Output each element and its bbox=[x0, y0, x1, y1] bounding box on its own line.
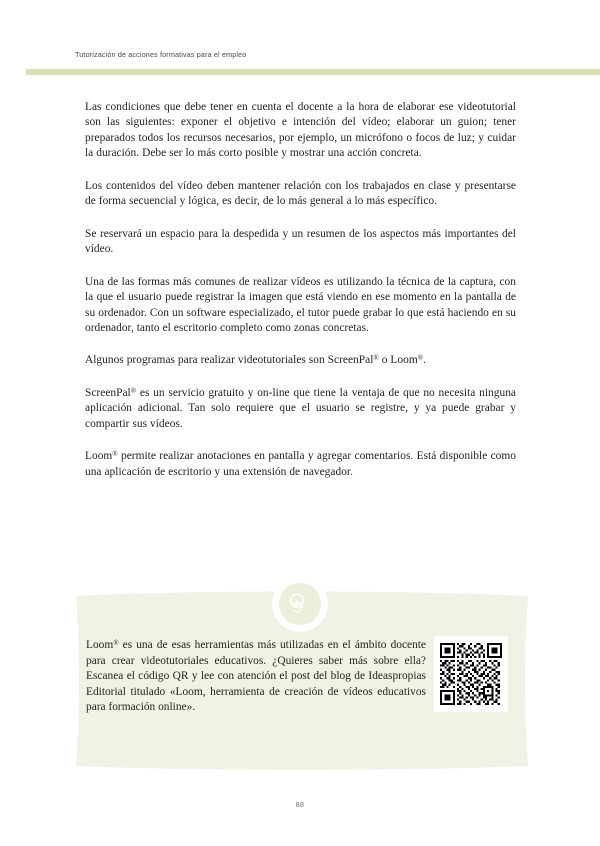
programs-tail: . bbox=[423, 354, 426, 367]
registered-mark-icon: ® bbox=[417, 354, 424, 363]
body-column bbox=[85, 100, 516, 497]
registered-mark-icon: ® bbox=[112, 450, 118, 459]
loom-rest: permite realizar anotaciones en pantalla y agregar comentarios. Está disponible como una aplicación de escritorio y una extensión de navegador. bbox=[85, 450, 516, 478]
callout-loom-name: Loom bbox=[86, 639, 114, 651]
paragraph-screenpal bbox=[85, 386, 516, 432]
running-head: Tutorización de acciones formativas para el empleo bbox=[75, 50, 247, 59]
paragraph-programs bbox=[85, 353, 516, 368]
registered-mark-icon: ® bbox=[373, 354, 379, 363]
paragraph: Se reservará un espacio para la despedida y un resumen de los aspectos más importantes del vídeo. bbox=[85, 227, 516, 256]
paragraph: Una de las formas más comunes de realizar vídeos es utilizando la técnica de la captura, con la que el usuario puede registrar la imagen que está viendo en ese momento en la pantalla de su ordenador. Con un software especializado, el tutor puede grabar lo que está haciendo en su ordenador, tanto el escritorio completo como zonas concretas. bbox=[85, 275, 516, 334]
paragraph: Las condiciones que debe tener en cuenta el docente a la hora de elaborar ese videotutorial son las siguientes: exponer el objetivo e intención del vídeo; elaborar un guion; tener preparados todos los recursos necesarios, por ejemplo, un micrófono o focos de luz; y cuidar la duración. Debe ser lo más corto posible y mostrar una acción concreta. bbox=[85, 101, 516, 160]
callout-paragraph bbox=[86, 638, 426, 716]
callout-loom-rest: es una de esas herramientas más utilizadas en el ámbito docente para crear videotutoriales educativos. ¿Quieres saber más sobre ella? Escanea el código QR y lee con atención el post del blog de Ideaspropias Editorial titulado «Loom, herramienta de creación de vídeos educativos para formación online». bbox=[86, 639, 426, 714]
programs-mid: o Loom bbox=[378, 354, 418, 367]
screenpal-name: ScreenPal bbox=[85, 386, 131, 399]
qr-code[interactable] bbox=[434, 636, 508, 712]
callout-text-block bbox=[86, 638, 426, 716]
page-number: 88 bbox=[295, 802, 305, 809]
callout-box bbox=[0, 576, 600, 781]
screenpal-rest: es un servicio gratuito y on-line que tiene la ventaja de que no necesita ninguna aplicación adicional. Tan solo requiere que el usuario se registre, y ya puede grabar y compartir sus vídeos. bbox=[85, 386, 516, 430]
header-rule bbox=[26, 69, 600, 75]
callout-badge bbox=[272, 576, 328, 632]
programs-lead: Algunos programas para realizar videotutoriales son ScreenPal bbox=[85, 354, 374, 367]
badge-disc bbox=[279, 583, 321, 625]
paragraph-loom bbox=[85, 449, 516, 480]
tap-hand-icon bbox=[287, 591, 313, 617]
registered-mark-icon: ® bbox=[113, 639, 119, 648]
paragraph: Los contenidos del vídeo deben mantener relación con los trabajados en clase y presentarse de forma secuencial y lógica, es decir, de lo más general a lo más específico. bbox=[85, 179, 516, 208]
qr-code-icon bbox=[440, 643, 502, 705]
registered-mark-icon: ® bbox=[130, 386, 137, 395]
loom-name: Loom bbox=[85, 450, 113, 463]
